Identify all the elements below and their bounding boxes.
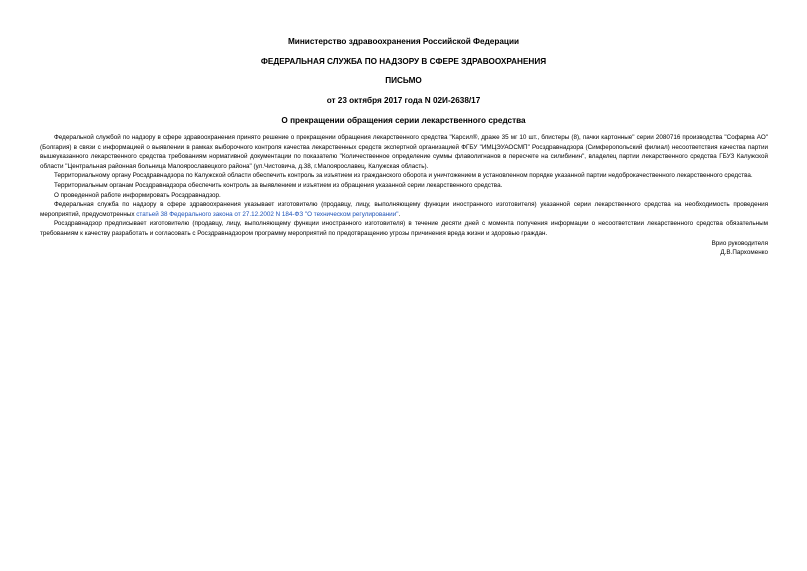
signature-name: Д.В.Пархоменко	[720, 249, 768, 257]
letter-body	[40, 133, 768, 258]
document-subject: О прекращении обращения серии лекарственного средства	[281, 116, 526, 125]
law-reference-link[interactable]: статьей 38 Федерального закона от 27.12.2002 N 184-ФЗ "О техническом регулировании"	[136, 210, 399, 218]
paragraph-prescription: Росздравнадзор предписывает изготовителю (продавцу, лицу, выполняющему функции иностранного изготовителя) в течение десяти дней с момента получения информации о несоответствии лекарственного средства обязательным требованиям к качеству разработать и согласовать с Росздравнадзором программу мероприятий по предотвращению угрозы причинения вреда жизни и здоровью граждан.	[40, 220, 768, 237]
paragraph-report: О проведенной работе информировать Росздравнадзор.	[54, 191, 221, 199]
paragraph-manufacturer-measures	[40, 200, 768, 219]
paragraph-manufacturer-end: .	[398, 210, 401, 218]
paragraph-territorial-control: Территориальным органам Росздравнадзора обеспечить контроль за выявлением и изъятием из обращения указанной серии лекарственного средства.	[54, 181, 503, 189]
paragraph-decision: Федеральной службой по надзору в сфере здравоохранения принято решение о прекращении обращения лекарственного средства "Карсил®, драже 35 мг 10 шт., блистеры (8), пачки картонные" серии 2080716 производства "Софарма АО" (Болгария) в связи с информацией о выявлении в рамках выборочного контроля качества лекарственных средств экспертной организацией ФГБУ "ИМЦЭУАОСМП" Росздравнадзора (Симферопольский филиал) несоответствия качества партии вышеуказанного лекарственного средства требованиям нормативной документации по показателю "Количественное определение суммы флаволигнанов в пересчете на силибинин", владелец партии лекарственного средства ГБУЗ Калужской области "Центральная районная больница Малоярославецкого района" (ул.Чистовича, д.38, г.Малоярославец, Калужская область).	[40, 134, 768, 170]
paragraph-kaluga-control: Территориальному органу Росздравнадзора по Калужской области обеспечить контроль за изъятием из гражданского оборота и уничтожением в установленном порядке указанной партии недоброкачественного лекарственного средства.	[54, 172, 753, 180]
signature-position: Врио руководителя	[711, 239, 768, 247]
paragraph-manufacturer-text: Федеральная служба по надзору в сфере здравоохранения указывает изготовителю (продавцу, лицу, выполняющему функции иностранного изготовителя) указанной серии лекарственного средства на необходимость проведения мероприятий, предусмотренных	[40, 201, 768, 218]
service-title: ФЕДЕРАЛЬНАЯ СЛУЖБА ПО НАДЗОРУ В СФЕРЕ ЗДРАВООХРАНЕНИЯ	[260, 57, 547, 66]
document-type: ПИСЬМО	[385, 76, 422, 85]
document-date-number: от 23 октября 2017 года N 02И-2638/17	[326, 96, 481, 105]
ministry-title: Министерство здравоохранения Российской Федерации	[287, 37, 520, 46]
